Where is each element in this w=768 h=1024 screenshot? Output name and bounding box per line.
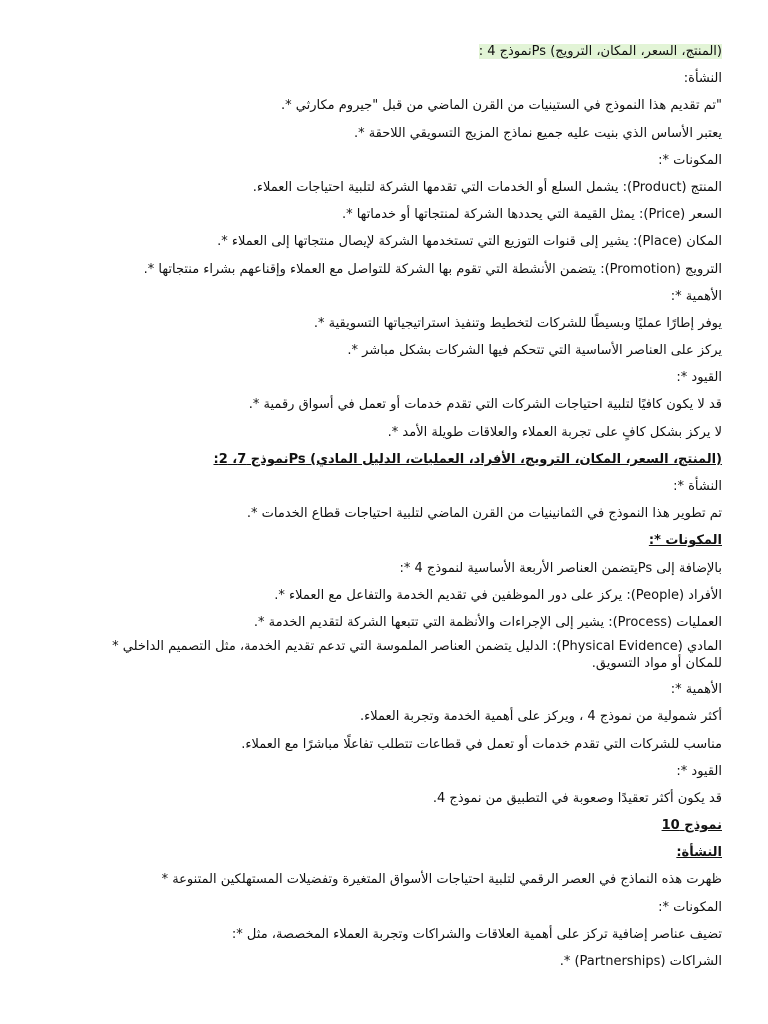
component-price: السعر (Price): يمثل القيمة التي يحددها الشركة لمنتجاتها أو خدماتها *. [341,207,722,223]
importance-label: الأهمية *: [670,682,722,698]
paragraph: تم تطوير هذا النموذج في الثمانينيات من القرن الماضي لتلبية احتياجات قطاع الخدمات *. [246,506,722,522]
paragraph: بالإضافة إلى Psيتضمن العناصر الأربعة الأساسية لنموذج 4 *: [399,560,722,576]
origin-label: النشأة: [683,71,722,87]
origin-label: النشأة *: [673,479,722,494]
paragraph: قد لا يكون كافيًا لتلبية احتياجات الشركات التي تقدم خدمات أو تعمل في أسواق رقمية *. [248,397,722,413]
paragraph: يركز على العناصر الأساسية التي تتحكم فيها الشركات بشكل مباشر *. [347,343,722,359]
document-page [80,38,722,975]
origin-label: النشأة: [676,845,722,861]
paragraph: أكثر شمولية من نموذج 4 ، ويركز على أهمية الخدمة وتجربة العملاء. [359,709,722,725]
limitations-label: القيود *: [676,370,722,386]
component-partnerships: الشراكات (Partnerships) *. [559,954,722,969]
component-promotion: الترويج (Promotion): يتضمن الأنشطة التي تقوم بها الشركة للتواصل مع العملاء وإقناعهم بشراء منتجاتها *. [143,261,722,277]
heading-10ps-model: نموذج 10 [661,818,722,834]
component-place: المكان (Place): يشير إلى قنوات التوزيع التي تستخدمها الشركة لإيصال منتجاتها إلى العملاء *. [217,234,722,250]
paragraph: يعتبر الأساس الذي بنيت عليه جميع نماذج المزيج التسويقي اللاحقة *. [353,125,722,141]
components-label: المكونات *: [648,533,722,549]
paragraph: تضيف عناصر إضافية تركز على أهمية العلاقات والشراكات وتجربة العملاء المخصصة، مثل *: [231,926,722,942]
heading-7ps-model: (المنتج، السعر، المكان، الترويج، الأفراد، العمليات، الدليل المادي) Psنموذج 7، 2: [213,451,722,467]
paragraph: قد يكون أكثر تعقيدًا وصعوبة في التطبيق من نموذج 4. [432,790,722,806]
paragraph: لا يركز بشكل كافٍ على تجربة العملاء والعلاقات طويلة الأمد *. [387,424,722,440]
importance-label: الأهمية *: [670,288,722,304]
heading-4ps-model: (المنتج، السعر، المكان، الترويج) Psنموذج 4 : [478,44,722,59]
paragraph: "تم تقديم هذا النموذج في الستينيات من القرن الماضي من قبل "جيروم مكارثي *. [281,98,722,114]
limitations-label: القيود *: [676,763,722,779]
component-physical-evidence: المادي (Physical Evidence): الدليل يتضمن العناصر الملموسة التي تدعم تقديم الخدمة، مثل التصميم الداخلي * للمكان أو مواد التسويق. [112,639,722,672]
components-label: المكونات *: [658,152,722,168]
component-process: العمليات (Process): يشير إلى الإجراءات والأنظمة التي تتبعها الشركة لتقديم الخدمة *. [253,614,722,630]
paragraph: ظهرت هذه النماذج في العصر الرقمي لتلبية احتياجات الأسواق المتغيرة وتفضيلات المستهلكين المتنوعة * [161,872,722,888]
paragraph: مناسب للشركات التي تقدم خدمات أو تعمل في قطاعات تتطلب تفاعلًا مباشرًا مع العملاء. [241,736,722,752]
paragraph: يوفر إطارًا عمليًا وبسيطًا للشركات لتخطيط وتنفيذ استراتيجياتها التسويقية *. [313,315,722,331]
components-label: المكونات *: [658,899,722,915]
component-product: المنتج (Product): يشمل السلع أو الخدمات التي تقدمها الشركة لتلبية احتياجات العملاء. [252,179,722,195]
component-people: الأفراد (People): يركز على دور الموظفين في تقديم الخدمة والتفاعل مع العملاء *. [274,587,722,603]
